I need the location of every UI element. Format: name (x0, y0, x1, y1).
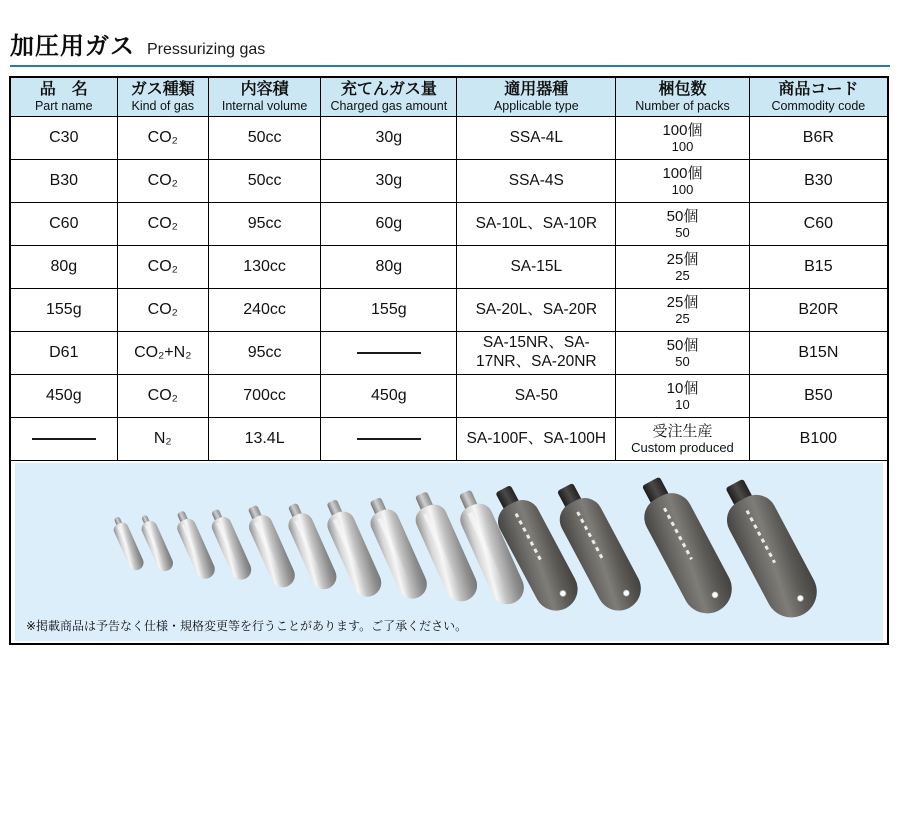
dash-placeholder (357, 352, 421, 354)
cell-volume: 130cc (208, 246, 320, 289)
table-row (10, 418, 888, 461)
cell-packs (616, 375, 749, 418)
cell-volume: 50cc (208, 160, 320, 203)
column-header-6 (749, 77, 888, 117)
pressurizing-gas-table (9, 76, 889, 645)
photo-row (10, 461, 888, 645)
column-header-en: Kind of gas (131, 99, 195, 113)
column-header-ja: 商品コード (778, 80, 859, 98)
table-body (10, 117, 888, 461)
cell-gas: CO₂ (117, 375, 208, 418)
cell-type: SA-15NR、SA-17NR、SA-20NR (457, 332, 616, 375)
page-title-japanese: 加圧用ガス (10, 33, 135, 60)
cell-gas: N₂ (117, 418, 208, 461)
column-header-en: Part name (34, 99, 93, 113)
cell-code: B100 (749, 418, 888, 461)
cell-charge (321, 418, 457, 461)
table-header-row (10, 77, 888, 117)
cell-code: B50 (749, 375, 888, 418)
cell-packs (616, 418, 749, 461)
column-header-4 (457, 77, 616, 117)
cell-main-line: 10個 (666, 379, 699, 397)
table-row (10, 246, 888, 289)
cell-part (10, 418, 117, 461)
column-header-ja: 内容積 (240, 80, 289, 98)
page-title-english: Pressurizing gas (147, 41, 266, 58)
cell-sub-line: 25 (675, 310, 690, 326)
cell-part: D61 (10, 332, 117, 375)
cell-part: B30 (10, 160, 117, 203)
column-header-5 (616, 77, 749, 117)
cell-sub-line: 100 (671, 181, 694, 197)
column-header-3 (321, 77, 457, 117)
cell-charge: 30g (321, 117, 457, 160)
cell-code: B15N (749, 332, 888, 375)
cell-volume: 95cc (208, 203, 320, 246)
cell-type: SA-15L (457, 246, 616, 289)
cell-gas: CO₂ (117, 203, 208, 246)
cell-main-line: 受注生産 (652, 422, 713, 440)
product-photo (15, 463, 883, 641)
table-row (10, 375, 888, 418)
cell-gas: CO₂+N₂ (117, 332, 208, 375)
cell-main-line: 50個 (666, 207, 699, 225)
column-header-0 (10, 77, 117, 117)
cell-type: SA-50 (457, 375, 616, 418)
cell-sub-line: Custom produced (631, 439, 734, 455)
cell-gas: CO₂ (117, 289, 208, 332)
column-header-ja: 適用器種 (504, 80, 569, 98)
cell-charge (321, 332, 457, 375)
cell-charge: 30g (321, 160, 457, 203)
cell-part: C30 (10, 117, 117, 160)
cell-packs (616, 203, 749, 246)
cell-packs (616, 160, 749, 203)
cell-part: 80g (10, 246, 117, 289)
disclaimer-note: ※掲載商品は予告なく仕様・規格変更等を行うことがあります。ご了承ください。 (26, 619, 468, 633)
table-row (10, 332, 888, 375)
cell-sub-line: 100 (671, 138, 694, 154)
column-header-en: Applicable type (493, 99, 579, 113)
column-header-ja: 品 名 (39, 80, 88, 98)
table-row (10, 289, 888, 332)
cell-packs (616, 332, 749, 375)
column-header-en: Charged gas amount (330, 99, 448, 113)
cell-volume: 50cc (208, 117, 320, 160)
column-header-ja: 梱包数 (658, 80, 707, 98)
cell-main-line: 100個 (662, 164, 703, 182)
table-row (10, 117, 888, 160)
dash-placeholder (32, 438, 96, 440)
cell-main-line: 25個 (666, 250, 699, 268)
cell-type: SA-10L、SA-10R (457, 203, 616, 246)
cell-sub-line: 25 (675, 267, 690, 283)
cell-sub-line: 50 (675, 353, 690, 369)
title-underline (10, 65, 890, 67)
cell-volume: 700cc (208, 375, 320, 418)
cell-code: B15 (749, 246, 888, 289)
column-header-2 (208, 77, 320, 117)
cell-part: 155g (10, 289, 117, 332)
cell-main-line: 25個 (666, 293, 699, 311)
cell-code: C60 (749, 203, 888, 246)
cell-type: SSA-4L (457, 117, 616, 160)
cell-code: B20R (749, 289, 888, 332)
table-row (10, 203, 888, 246)
cell-packs (616, 289, 749, 332)
dash-placeholder (357, 438, 421, 440)
cell-code: B6R (749, 117, 888, 160)
cell-charge: 450g (321, 375, 457, 418)
cell-main-line: 50個 (666, 336, 699, 354)
cell-type: SSA-4S (457, 160, 616, 203)
cell-code: B30 (749, 160, 888, 203)
cell-part: C60 (10, 203, 117, 246)
cell-volume: 95cc (208, 332, 320, 375)
photo-cell (10, 461, 888, 645)
cell-part: 450g (10, 375, 117, 418)
cell-volume: 13.4L (208, 418, 320, 461)
cell-charge: 60g (321, 203, 457, 246)
cell-main-line: 100個 (662, 121, 703, 139)
cell-packs (616, 246, 749, 289)
cell-volume: 240cc (208, 289, 320, 332)
cartridge-body (720, 488, 826, 627)
cell-type: SA-100F、SA-100H (457, 418, 616, 461)
column-header-en: Commodity code (771, 99, 866, 113)
column-header-1 (117, 77, 208, 117)
cell-packs (616, 117, 749, 160)
page-header (10, 26, 890, 67)
cell-sub-line: 10 (675, 396, 690, 412)
column-header-ja: 充てんガス量 (340, 80, 437, 98)
catalog-page (0, 26, 898, 816)
cell-type: SA-20L、SA-20R (457, 289, 616, 332)
cell-charge: 80g (321, 246, 457, 289)
column-header-en: Internal volume (221, 99, 308, 113)
table-row (10, 160, 888, 203)
cell-sub-line: 50 (675, 224, 690, 240)
cell-gas: CO₂ (117, 246, 208, 289)
column-header-en: Number of packs (635, 99, 730, 113)
cell-gas: CO₂ (117, 160, 208, 203)
column-header-ja: ガス種類 (130, 80, 195, 98)
cell-charge: 155g (321, 289, 457, 332)
cell-gas: CO₂ (117, 117, 208, 160)
